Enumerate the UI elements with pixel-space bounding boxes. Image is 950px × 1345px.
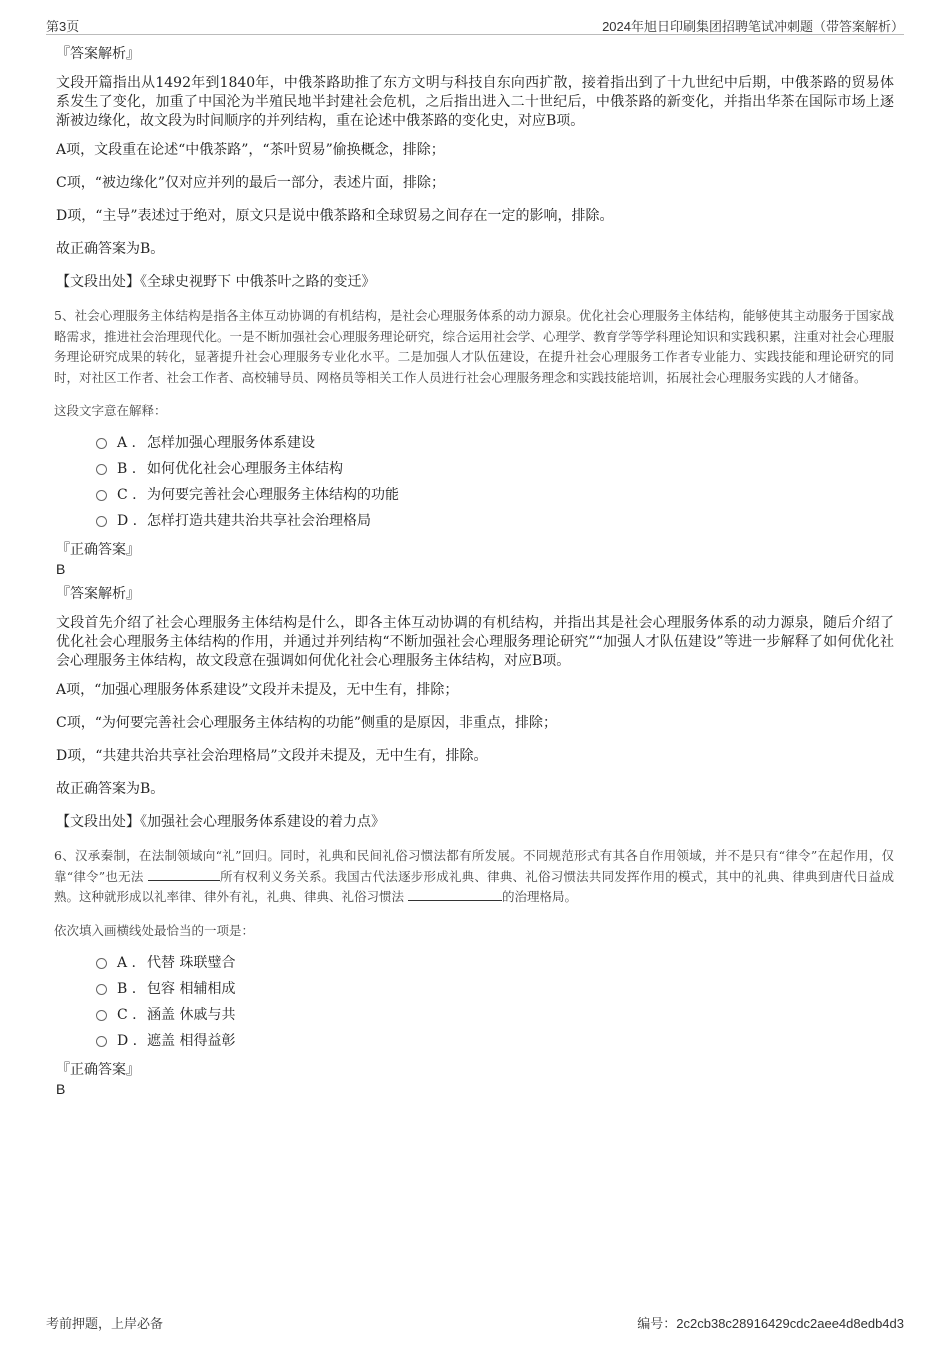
analysis-line-c: C项，“为何要完善社会心理服务主体结构的功能”侧重的是原因，非重点，排除； xyxy=(56,715,558,731)
page-number: 第3页 xyxy=(46,19,80,34)
option-d[interactable]: D . 怎样打造共建共治共享社会治理格局 xyxy=(96,508,894,534)
analysis-text: 文段开篇指出从1492年到1840年，中俄茶路助推了东方文明与科技自东向西扩散，接着指出到了十九世纪中后期，中俄茶路的贸易体系发生了变化，加重了中国沦为半殖民地半封建社会危机，之后指出进入二十世纪后，中俄茶路的新变化，并指出华茶在国际市场上逐渐被边缘化，故文段为时间顺序的并列结构，重在论述中俄茶路的变化史，对应B项。 xyxy=(56,75,894,129)
analysis-line-c: C项，“被边缘化”仅对应并列的最后一部分，表述片面，排除； xyxy=(56,175,446,191)
option-list xyxy=(56,950,894,1054)
document-title: 2024年旭日印刷集团招聘笔试冲刺题（带答案解析） xyxy=(602,19,904,34)
question-text: 5、社会心理服务主体结构是指各主体互动协调的有机结构，是社会心理服务体系的动力源泉。优化社会心理服务主体结构，能够使其主动服务于国家战略需求，推进社会治理现代化。一是不断加强社会心理服务理论研究，综合运用社会学、心理学、教育学等学科理论知识和实践积累，注重对社会心理服务理论研究成果的转化，显著提升社会心理服务专业化水平。二是加强人才队伍建设，在提升社会心理服务工作者专业能力、实践技能和理论研究的同时，对社区工作者、社会工作者、高校辅导员、网格员等相关工作人员进行社会心理服务理念和实践技能培训，拓展社会心理服务实践的人才储备。 xyxy=(54,308,894,385)
correct-answer-tag: 『正确答案』 xyxy=(56,542,140,558)
radio-icon[interactable] xyxy=(96,438,107,449)
radio-icon[interactable] xyxy=(96,984,107,995)
analysis-tag: 『答案解析』 xyxy=(56,586,140,602)
q6-block xyxy=(56,846,894,1098)
footer-slogan: 考前押题，上岸必备 xyxy=(46,1316,164,1331)
q4-block xyxy=(56,44,894,292)
radio-icon[interactable] xyxy=(96,464,107,475)
option-list xyxy=(56,430,894,534)
fill-blank-1 xyxy=(148,868,220,881)
option-d[interactable]: D . 遮盖 相得益彰 xyxy=(96,1028,894,1054)
option-a[interactable]: A . 代替 珠联璧合 xyxy=(96,950,894,976)
option-a[interactable]: A . 怎样加强心理服务体系建设 xyxy=(96,430,894,456)
analysis-line-d: D项，“共建共治共享社会治理格局”文段并未提及，无中生有，排除。 xyxy=(56,748,488,764)
radio-icon[interactable] xyxy=(96,1036,107,1047)
correct-answer-tag: 『正确答案』 xyxy=(56,1061,140,1078)
q5-block xyxy=(56,306,894,832)
question-prompt: 这段文字意在解释： xyxy=(54,403,167,418)
question-prompt: 依次填入画横线处最恰当的一项是： xyxy=(54,922,255,938)
radio-icon[interactable] xyxy=(96,1010,107,1021)
radio-icon[interactable] xyxy=(96,516,107,527)
passage-source: 【文段出处】《全球史视野下 中俄茶叶之路的变迁》 xyxy=(56,274,376,290)
analysis-line-a: A项，“加强心理服务体系建设”文段并未提及，无中生有，排除； xyxy=(56,682,459,698)
radio-icon[interactable] xyxy=(96,490,107,501)
analysis-line-d: D项，“主导”表述过于绝对，原文只是说中俄茶路和全球贸易之间存在一定的影响，排除。 xyxy=(56,208,614,224)
answer-conclusion: 故正确答案为B。 xyxy=(56,781,165,797)
answer-conclusion: 故正确答案为B。 xyxy=(56,241,165,257)
option-b[interactable]: B . 如何优化社会心理服务主体结构 xyxy=(96,456,894,482)
option-c[interactable]: C . 涵盖 休戚与共 xyxy=(96,1002,894,1028)
page-header xyxy=(46,14,904,35)
correct-answer: B xyxy=(56,1080,66,1097)
option-c[interactable]: C . 为何要完善社会心理服务主体结构的功能 xyxy=(96,482,894,508)
fill-blank-2 xyxy=(408,888,502,901)
correct-answer: B xyxy=(56,561,66,577)
analysis-text: 文段首先介绍了社会心理服务主体结构是什么，即各主体互动协调的有机结构，并指出其是社会心理服务体系的动力源泉，随后介绍了优化社会心理服务主体结构的作用，并通过并列结构“不断加强社会心理服务理论研究”“加强人才队伍建设”等进一步解释了如何优化社会心理服务主体结构，故文段意在强调如何优化社会心理服务主体结构，对应B项。 xyxy=(56,615,894,669)
analysis-line-a: A项，文段重在论述“中俄茶路”，“茶叶贸易”偷换概念，排除； xyxy=(56,142,445,158)
option-b[interactable]: B . 包容 相辅相成 xyxy=(96,976,894,1002)
question-text: 6、汉承秦制，在法制领域向“礼”回归。同时，礼典和民间礼俗习惯法都有所发展。不同规范形式有其各自作用领域，并不是只有“律令”在起作用，仅靠“律令”也无法 所有权利义务关系。我国古代法逐步形成礼典、律典、礼俗习惯法共同发挥作用的模式，其中的礼典、律典到唐代日益成熟。这种就形成以礼率律、律外有礼，礼典、律典、礼俗习惯法 的治理格局。 xyxy=(54,848,894,904)
document-id: 编号：2c2cb38c28916429cdc2aee4d8edb4d3 xyxy=(637,1316,904,1331)
radio-icon[interactable] xyxy=(96,958,107,969)
page-footer xyxy=(46,1313,904,1331)
analysis-tag: 『答案解析』 xyxy=(56,46,140,62)
page-content xyxy=(56,44,894,1104)
passage-source: 【文段出处】《加强社会心理服务体系建设的着力点》 xyxy=(56,814,385,830)
